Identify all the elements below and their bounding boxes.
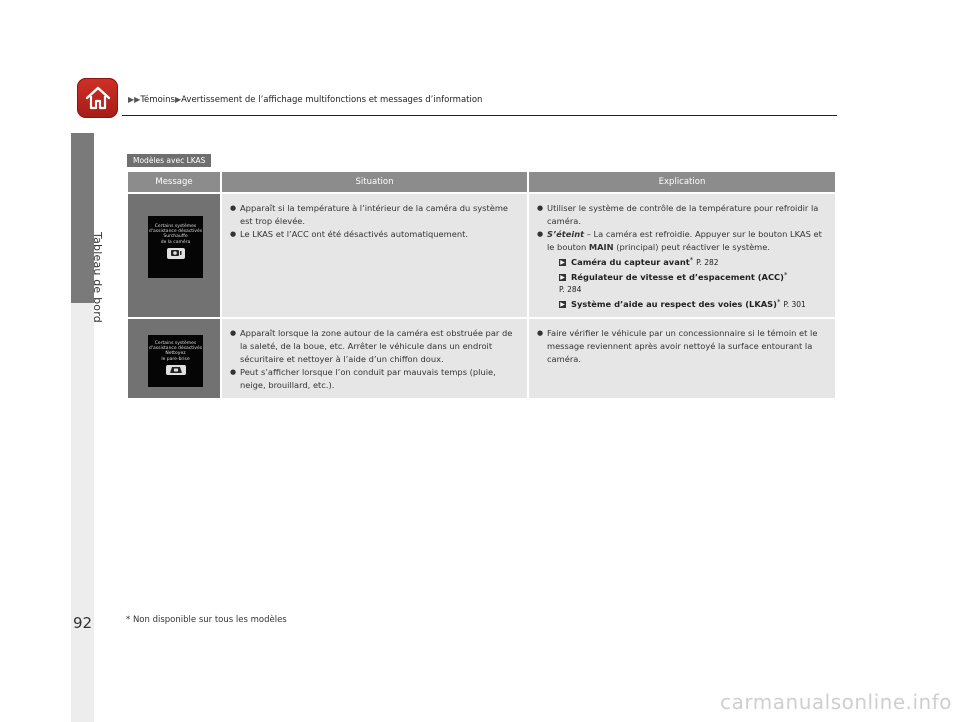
section-side-label: Tableau de bord [91,232,104,323]
clean-windshield-screen [148,335,203,387]
home-button[interactable] [77,78,118,118]
ref-star: * [776,298,781,306]
ref-arrow-icon: ▶ [560,274,565,281]
camera-icon [167,248,185,259]
ref-link-front-camera[interactable] [537,254,827,269]
breadcrumb-link-temoins[interactable]: Témoins [140,95,175,105]
main-button-label: MAIN [588,242,614,252]
explanation-item: ● Faire vérifier le véhicule par un concessionnaire si le témoin et le message reviennent après avoir nettoyé la surface entourant la caméra. [537,327,827,366]
breadcrumb-arrow-icon: ▶ [174,95,182,104]
breadcrumb-arrow-icon: ▶▶ [128,95,141,104]
screen-line: d'assistance désactivés [148,229,203,235]
screen-line: Nettoyez [165,351,186,357]
ref-page: P. 284 [559,285,582,294]
ref-arrow-icon: ▶ [560,301,565,308]
screen-line: Surchauffe [163,234,188,240]
ref-page: P. 282 [696,258,719,267]
situation-item: ● Peut s’afficher lorsque l’on conduit par mauvais temps (pluie, neige, brouillard, etc.). [230,366,519,392]
explanation-cell [529,319,835,398]
ref-page: P. 301 [783,300,806,309]
page-number: 92 [73,614,93,632]
explanation-cell [529,194,835,317]
screen-line: Certains systèmes [154,341,197,346]
ref-link-lkas[interactable] [537,296,827,311]
explanation-text: – La caméra est refroidie. Appuyer sur le bouton LKAS et le bouton [547,229,822,252]
situation-cell [222,194,527,317]
camera-overheat-screen [148,216,203,278]
message-table [126,172,837,398]
ref-link-acc[interactable] [537,269,827,296]
explanation-text: (principal) peut réactiver le système. [613,242,771,252]
breadcrumb-current: Avertissement de l’affichage multifonctions et messages d’information [181,95,483,105]
ref-label: Système d’aide au respect des voies (LKAS) [571,299,777,309]
ref-star: * [783,271,788,279]
table-row [128,194,835,317]
situation-cell [222,319,527,398]
explanation-item [537,228,827,254]
status-off-label: S’éteint [547,229,585,239]
message-image-cell [128,194,220,317]
table-header-row [128,172,835,192]
ref-star: * [689,256,694,264]
breadcrumb [128,95,482,105]
screen-line: d'assistance désactivés [148,346,203,352]
ref-label: Caméra du capteur avant [571,257,690,267]
situation-item: ● Apparaît lorsque la zone autour de la caméra est obstruée par de la saleté, de la boue, etc. Arrêter le véhicule dans un endroit sécuritaire et nettoyer à l’aide d’un chiffon doux. [230,327,519,366]
screen-line: Certains systèmes [154,224,197,229]
screen-line: le pare-brise [161,356,190,362]
sidebar-light [71,303,94,722]
screen-line: de la caméra [160,239,191,245]
ref-label: Régulateur de vitesse et d’espacement (ACC) [571,272,784,282]
windshield-camera-icon [166,365,186,375]
ref-arrow-icon: ▶ [560,259,565,266]
explanation-item: ● Utiliser le système de contrôle de la température pour refroidir la caméra. [537,202,827,228]
message-image-cell [128,319,220,398]
table-row [128,319,835,398]
footnote: * Non disponible sur tous les modèles [126,615,287,625]
situation-item: ● Le LKAS et l’ACC ont été désactivés automatiquement. [230,228,519,241]
header-situation: Situation [222,172,527,192]
home-icon [84,85,112,111]
models-tag: Modèles avec LKAS [127,154,211,167]
header-explanation: Explication [529,172,835,192]
situation-item: ● Apparaît si la température à l’intérieur de la caméra du système est trop élevée. [230,202,519,228]
header-rule [122,115,837,116]
watermark: carmanualsonline.info [720,690,952,714]
header-message: Message [128,172,220,192]
